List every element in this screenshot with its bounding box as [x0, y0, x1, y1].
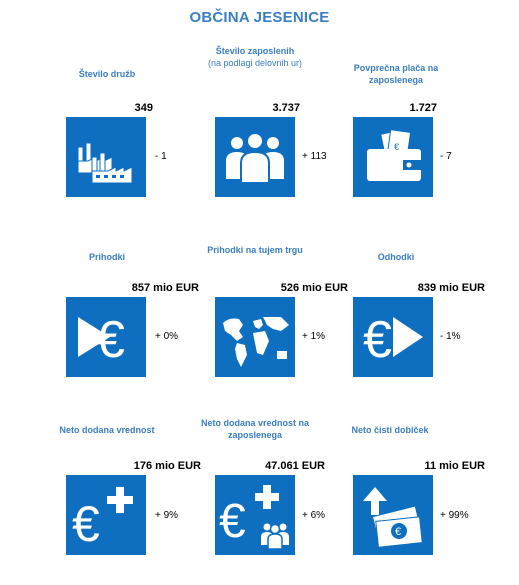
label-subtext: (na podlagi delovnih ur): [207, 58, 303, 68]
value-neto-dodana-vrednost: 176 mio EUR: [133, 460, 201, 472]
label-text: Neto čisti dobiček: [351, 425, 429, 435]
delta-prihodki-tujem-trgu: + 1%: [302, 331, 326, 342]
label-text: Prihodki na tujem trgu: [207, 245, 303, 255]
value-odhodki: 839 mio EUR: [417, 282, 485, 294]
delta-neto-dodana-vrednost-na-zaposlenega: + 6%: [302, 510, 326, 521]
label-prihodki: [52, 251, 162, 263]
svg-text:€: €: [219, 495, 246, 548]
world-map-icon: [215, 297, 295, 377]
label-neto-cisti-dobicek: [335, 424, 445, 436]
svg-text:€: €: [96, 311, 125, 369]
value-stevilo-zaposlenih: 3.737: [272, 102, 300, 114]
label-text: Neto dodana vrednost: [59, 425, 155, 435]
value-neto-cisti-dobicek: 11 mio EUR: [424, 460, 485, 472]
euro-arrow-out-icon: [353, 297, 433, 377]
delta-stevilo-zaposlenih: + 113: [302, 151, 327, 162]
delta-neto-cisti-dobicek: + 99%: [440, 510, 469, 521]
value-prihodki: 857 mio EUR: [131, 282, 199, 294]
value-povprecna-placa: 1.727: [409, 102, 437, 114]
label-text: Prihodki: [88, 252, 125, 262]
label-odhodki: [341, 251, 451, 263]
delta-prihodki: + 0%: [155, 331, 179, 342]
delta-neto-dodana-vrednost: + 9%: [155, 510, 179, 521]
euro-plus-people-icon: [215, 475, 295, 555]
label-text: Neto dodana vrednost na zaposlenega: [200, 418, 309, 440]
label-stevilo-druzb: [52, 68, 162, 80]
label-neto-dodana-vrednost-na-zaposlenega: [200, 417, 310, 441]
value-prihodki-tujem-trgu: 526 mio EUR: [280, 282, 348, 294]
value-stevilo-druzb: 349: [134, 102, 153, 114]
value-neto-dodana-vrednost-na-zaposlenega: 47.061 EUR: [265, 460, 325, 472]
svg-text:€: €: [395, 526, 402, 538]
svg-text:€: €: [363, 311, 392, 369]
money-up-icon: [353, 475, 433, 555]
delta-stevilo-druzb: - 1: [155, 151, 167, 162]
label-prihodki-tujem-trgu: [200, 244, 310, 256]
label-povprecna-placa: [341, 62, 451, 86]
label-text: Število zaposlenih: [215, 46, 295, 56]
svg-text:€: €: [72, 496, 100, 552]
euro-plus-icon: [66, 475, 146, 555]
delta-odhodki: - 1%: [440, 331, 461, 342]
delta-povprecna-placa: - 7: [440, 151, 452, 162]
label-stevilo-zaposlenih: [200, 45, 310, 69]
label-text: Odhodki: [377, 252, 415, 262]
label-neto-dodana-vrednost: [52, 424, 162, 436]
svg-text:€: €: [394, 142, 400, 152]
wallet-icon: [353, 117, 433, 197]
euro-arrow-in-icon: [66, 297, 146, 377]
factory-icon: [66, 117, 146, 197]
page-title: OBČINA JESENICE: [189, 9, 330, 26]
people-icon: [215, 117, 295, 197]
label-text: Povprečna plača na zaposlenega: [353, 63, 439, 85]
label-text: Število družb: [78, 69, 136, 79]
